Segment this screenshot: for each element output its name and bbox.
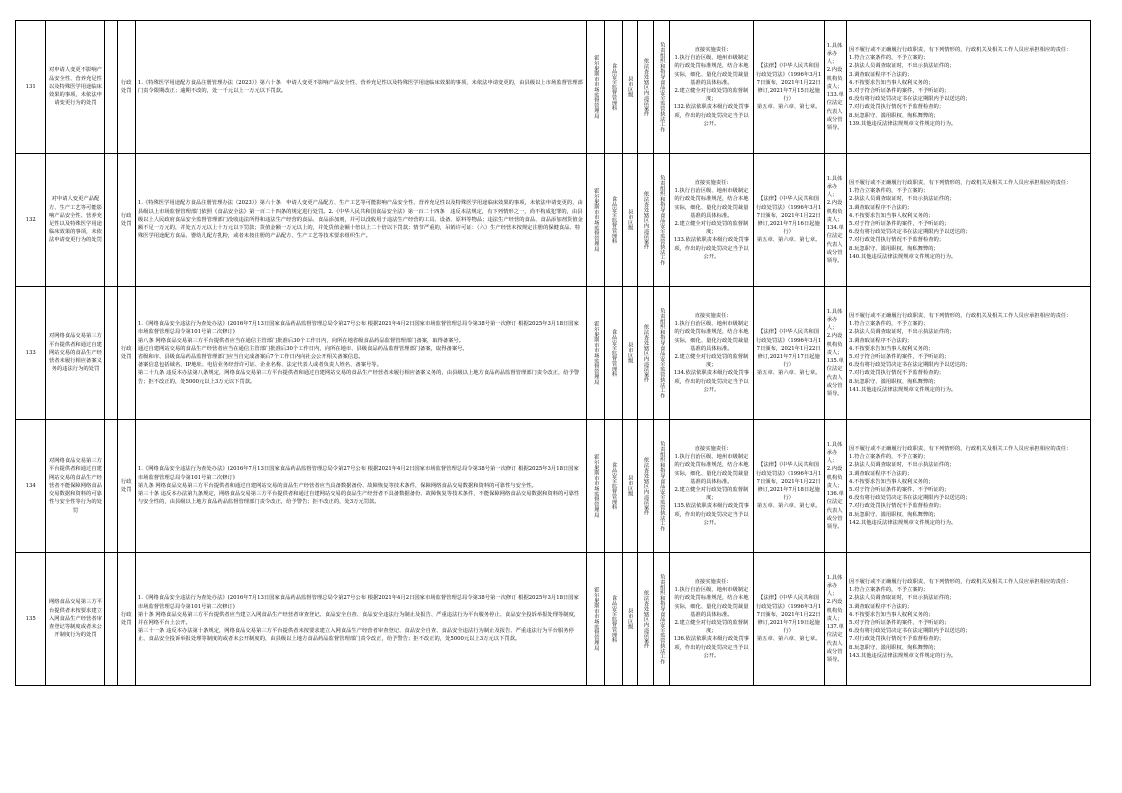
- jurisdiction-scope: 依法查处辖区内违法案件: [637, 287, 653, 420]
- legal-basis: 1.《特殊医学用途配方食品注册管理办法（2023）》第六十条 申请人变更产品配方、生产工艺等可能影响产品安全性、营养充足性以及特殊医学用途临床效果的事项，未依法申请变更的，由县级以上市场监督管理部门依照《食品安全法》第一百二十四条的规定进行处罚。2.《中华人民共和国食品安全法》第一百二十四条 违反本法规定，有下列情形之一，尚不构成犯罪的，由县级以上人民政府食品安全监督管理部门没收违法所得和违法生产经营的食品、食品添加剂，并可以没收用于违法生产经营的工具、设备、原料等物品；违法生产经营的食品、食品添加剂货值金额不足一万元的，并处五万元以上十万元以下罚款；货值金额一万元以上的，并处货值金额十倍以上二十倍以下罚款；情节严重的，吊销许可证：（六）生产经营未按规定注册的保健食品、特殊医学用途配方食品、婴幼儿配方乳粉，或者未按注册的产品配方、生产工艺等技术要求组织生产。: [135, 154, 586, 287]
- empty-cell: [105, 553, 117, 686]
- accountability-law: 【法律】《中华人民共和国行政处罚法》（1996年3月17日颁布，2021年1月22日修订,2021年7月16日起施行） 第五章、第六章、第七章。: [753, 154, 824, 287]
- implementing-subject: 霍尔果斯市市场监督管理局: [586, 287, 604, 420]
- duty-detail: 直接实施责任: 1.执行自治区级、地州市级制定的行政处罚标准规范，结合本地实际，细化、量化行政处罚裁量基准的具体标准。 2.建立健全对行政处罚的监督制度； 134.依法依职责本级行政处罚事项，作出的行政处罚决定当予以公开。: [670, 287, 753, 420]
- accountability-law: 【法律】《中华人民共和国行政处罚法》（1996年3月17日颁布，2021年1月22日修订,2021年7月19日起施行） 第五章、第六章、第七章。: [753, 553, 824, 686]
- accountability-law: 【法律】《中华人民共和国行政处罚法》（1996年3月17日颁布，2021年1月22日修订,2021年7月15日起施行） 第五章、第六章、第七章。: [753, 21, 824, 154]
- duty-summary: 负责组织和指导食品安全监管执法工作: [654, 287, 670, 420]
- power-type: 行政处罚: [117, 420, 135, 553]
- accountability-cases: 因不履行或不正确履行行政职责，有下列情形的，行政机关及相关工作人员应承担相应的责任： 1.符合立案条件的，不予立案的； 2.执法人员调查取证时，不出示执法证件的； 3.调查取证程序不合法的； 4.不按要求告知当事人权利义务的； 5.对于符合听证条件的案件，不予听证的； 6.没有将行政处罚决定书在法定期限内予以送达的； 7.对行政处罚执行情况不予监督检查的； 8.玩忽职守、滥用职权、徇私舞弊的； 141.其他违反法律法规规章文件规定的行为。: [847, 287, 1091, 420]
- power-list-table: [15, 20, 1091, 686]
- duty-detail: 直接实施责任: 1.执行自治区级、地州市级制定的行政处罚标准规范，结合本地实际，细化、量化行政处罚裁量基准的具体标准。 2.建立健全对行政处罚的监督制度； 135.依法依职责本级行政处罚事项，作出的行政处罚决定当予以公开。: [670, 420, 753, 553]
- responsible-persons: 1.具体承办人； 2.内设机构负责人； 134.单位法定代表人或分管领导。: [824, 154, 846, 287]
- table-row: [16, 420, 1091, 553]
- duty-summary: 负责组织和指导食品安全监管执法工作: [654, 420, 670, 553]
- row-number: 134: [16, 420, 46, 553]
- item-name: 对网络食品交易第三方平台提供者和通过自建网站交易的食品生产经营者未履行相应备案义务的违法行为的处罚: [46, 287, 105, 420]
- table-row: [16, 287, 1091, 420]
- responsible-department: 食品安全监督管理科: [605, 287, 622, 420]
- accountability-cases: 因不履行或不正确履行行政职责，有下列情形的，行政机关及相关工作人员应承担相应的责任： 1.符合立案条件的，不予立案的； 2.执法人员调查取证时，不出示执法证件的； 3.调查取证程序不合法的； 4.不按要求告知当事人权利义务的； 5.对于符合听证条件的案件，不予听证的； 6.没有将行政处罚决定书在法定期限内予以送达的； 7.对行政处罚执行情况不予监督检查的； 8.玩忽职守、滥用职权、徇私舞弊的； 143.其他违反法律法规规章文件规定的行为。: [847, 553, 1091, 686]
- jurisdiction-scope: 依法查处辖区内违法案件: [637, 553, 653, 686]
- power-type: 行政处罚: [117, 21, 135, 154]
- exercise-level: 县市区级: [622, 553, 637, 686]
- table-row: [16, 21, 1091, 154]
- duty-detail: 直接实施责任: 1.执行自治区级、地州市级制定的行政处罚标准规范，结合本地实际，细化、量化行政处罚裁量基准的具体标准。 2.建立健全对行政处罚的监督制度； 133.依法依职责本级行政处罚事项，作出的行政处罚决定当予以公开。: [670, 154, 753, 287]
- accountability-cases: 因不履行或不正确履行行政职责，有下列情形的，行政机关及相关工作人员应承担相应的责任： 1.符合立案条件的，不予立案的； 2.执法人员调查取证时，不出示执法证件的； 3.调查取证程序不合法的； 4.不按要求告知当事人权利义务的； 5.对于符合听证条件的案件，不予听证的； 6.没有将行政处罚决定书在法定期限内予以送达的； 7.对行政处罚执行情况不予监督检查的； 8.玩忽职守、滥用职权、徇私舞弊的； 139.其他违反法律法规规章文件规定的行为。: [847, 21, 1091, 154]
- implementing-subject: 霍尔果斯市市场监督管理局: [586, 154, 604, 287]
- row-number: 131: [16, 21, 46, 154]
- item-name: 对申请人变更产品配方、生产工艺等可能影响产品安全性、营养充足性以及特殊医学用途临床效果的事项，未依法申请变更行为的处罚: [46, 154, 105, 287]
- responsible-persons: 1.具体承办人； 2.内设机构负责人； 133.单位法定代表人或分管领导。: [824, 21, 846, 154]
- duty-summary: 负责组织和指导食品安全监管执法工作: [654, 21, 670, 154]
- duty-summary: 负责组织和指导食品安全监管执法工作: [654, 154, 670, 287]
- legal-basis: 1.《网络食品安全违法行为查处办法》(2016年7月13日国家食品药品监督管理总局令第27号公布 根据2021年4月2日国家市场监督管理总局令第38号第一次修订 根据2025年3月18日国家市场监督管理总局令第101号第二次修订) 第九条 网络食品交易第三方平台提供者和通过自建网站交易的食品生产经营者应当具备数据备份、故障恢复等技术条件，保障网络食品交易数据和资料的可靠性与安全性。 第三十条 违反本办法第九条规定，网络食品交易第三方平台提供者和通过自建网站交易的食品生产经营者不具备数据备份、故障恢复等技术条件，不能保障网络食品交易数据和资料的可靠性与安全性的，由县级以上地方食品药品监督管理部门责令改正，给予警告；拒不改正的，处3万元罚款。: [135, 420, 586, 553]
- responsible-persons: 1.具体承办人； 2.内设机构负责人； 136.单位法定代表人或分管领导。: [824, 420, 846, 553]
- empty-cell: [105, 21, 117, 154]
- jurisdiction-scope: 依法查处辖区内违法案件: [637, 154, 653, 287]
- responsible-persons: 1.具体承办人； 2.内设机构负责人； 137.单位法定代表人或分管领导。: [824, 553, 846, 686]
- empty-cell: [105, 154, 117, 287]
- responsible-department: 食品安全监督管理科: [605, 420, 622, 553]
- jurisdiction-scope: 依法查处辖区内违法案件: [637, 21, 653, 154]
- accountability-cases: 因不履行或不正确履行行政职责，有下列情形的，行政机关及相关工作人员应承担相应的责任： 1.符合立案条件的，不予立案的； 2.执法人员调查取证时，不出示执法证件的； 3.调查取证程序不合法的； 4.不按要求告知当事人权利义务的； 5.对于符合听证条件的案件，不予听证的； 6.没有将行政处罚决定书在法定期限内予以送达的； 7.对行政处罚执行情况不予监督检查的； 8.玩忽职守、滥用职权、徇私舞弊的； 140.其他违反法律法规规章文件规定的行为。: [847, 154, 1091, 287]
- exercise-level: 县市区级: [622, 154, 637, 287]
- implementing-subject: 霍尔果斯市市场监督管理局: [586, 420, 604, 553]
- item-name: 对网络食品交易第三方平台提供者和通过自建网站交易的食品生产经营者不能保障网络食品交易数据和资料的可靠性与安全性等行为的处罚: [46, 420, 105, 553]
- implementing-subject: 霍尔果斯市市场监督管理局: [586, 21, 604, 154]
- accountability-law: 【法律】《中华人民共和国行政处罚法》（1996年3月17日颁布，2021年1月22日修订,2021年7月17日起施行） 第五章、第六章、第七章。: [753, 287, 824, 420]
- exercise-level: 县市区级: [622, 21, 637, 154]
- jurisdiction-scope: 依法查处辖区内违法案件: [637, 420, 653, 553]
- table-row: [16, 553, 1091, 686]
- legal-basis: 1.《网络食品安全违法行为查处办法》(2016年7月13日国家食品药品监督管理总局令第27号公布 根据2021年4月2日国家市场监督管理总局令第38号第一次修订 根据2025年3月18日国家市场监督管理总局令第101号第二次修订) 第十条 网络食品交易第三方平台提供者应当建立入网食品生产经营者审查登记、食品安全自查、食品安全违法行为制止及报告、严重违法行为平台服务停止、食品安全投诉举报处理等制度，并在网络平台上公开。 第三十一条 违反本办法第十条规定，网络食品交易第三方平台提供者未按要求建立入网食品生产经营者审查登记、食品安全自查、食品安全违法行为制止及报告、严重违法行为平台服务停止、食品安全投诉举报处理等制度的或者未公开制度的，由县级以上地方食品药品监督管理部门责令改正，给予警告；拒不改正的，处5000元以上3万元以下罚款。: [135, 553, 586, 686]
- accountability-cases: 因不履行或不正确履行行政职责，有下列情形的，行政机关及相关工作人员应承担相应的责任： 1.符合立案条件的，不予立案的； 2.执法人员调查取证时，不出示执法证件的； 3.调查取证程序不合法的； 4.不按要求告知当事人权利义务的； 5.对于符合听证条件的案件，不予听证的； 6.没有将行政处罚决定书在法定期限内予以送达的； 7.对行政处罚执行情况不予监督检查的； 8.玩忽职守、滥用职权、徇私舞弊的； 142.其他违反法律法规规章文件规定的行为。: [847, 420, 1091, 553]
- table-body: [16, 21, 1091, 686]
- item-name: 网络食品交易第三方平台提供者未按要求建立入网食品生产经营者审查登记等制度或者未公开制度行为的处罚: [46, 553, 105, 686]
- power-type: 行政处罚: [117, 553, 135, 686]
- table-row: [16, 154, 1091, 287]
- exercise-level: 县市区级: [622, 287, 637, 420]
- row-number: 133: [16, 287, 46, 420]
- exercise-level: 县市区级: [622, 420, 637, 553]
- empty-cell: [105, 420, 117, 553]
- accountability-law: 【法律】《中华人民共和国行政处罚法》（1996年3月17日颁布，2021年1月22日修订,2021年7月18日起施行） 第五章、第六章、第七章。: [753, 420, 824, 553]
- legal-basis: 1.《特殊医学用途配方食品注册管理办法（2023）》第六十条 申请人变更不影响产品安全性、营养充足性以及特殊医学用途临床效果的事项，未依法申请变更的，由县级以上市场监督管理部门责令限期改正；逾期不改的，处一千元以上一万元以下罚款。: [135, 21, 586, 154]
- implementing-subject: 霍尔果斯市市场监督管理局: [586, 553, 604, 686]
- row-number: 135: [16, 553, 46, 686]
- duty-detail: 直接实施责任: 1.执行自治区级、地州市级制定的行政处罚标准规范，结合本地实际，细化、量化行政处罚裁量基准的具体标准。 2.建立健全对行政处罚的监督制度； 132.依法依职责本级行政处罚事项，作出的行政处罚决定当予以公开。: [670, 21, 753, 154]
- empty-cell: [105, 287, 117, 420]
- responsible-department: 食品安全监督管理科: [605, 553, 622, 686]
- responsible-persons: 1.具体承办人； 2.内设机构负责人； 135.单位法定代表人或分管领导。: [824, 287, 846, 420]
- power-type: 行政处罚: [117, 154, 135, 287]
- power-type: 行政处罚: [117, 287, 135, 420]
- duty-detail: 直接实施责任: 1.执行自治区级、地州市级制定的行政处罚标准规范，结合本地实际，细化、量化行政处罚裁量基准的具体标准。 2.建立健全对行政处罚的监督制度； 136.依法依职责本级行政处罚事项，作出的行政处罚决定当予以公开。: [670, 553, 753, 686]
- responsible-department: 食品安全监督管理科: [605, 21, 622, 154]
- duty-summary: 负责组织和指导食品安全监管执法工作: [654, 553, 670, 686]
- responsible-department: 食品安全监督管理科: [605, 154, 622, 287]
- legal-basis: 1.《网络食品安全违法行为查处办法》(2016年7月13日国家食品药品监督管理总局令第27号公布 根据2021年4月2日国家市场监督管理总局令第38号第一次修订 根据2025年3月18日国家市场监督管理总局令第101号第二次修订) 第八条 网络食品交易第三方平台提供者应当在通信主管部门批准后30个工作日内，向所在地省级食品药品监督管理部门备案，取得备案号。 通过自建网站交易的食品生产经营者应当在通信主管部门批准后30个工作日内，向所在地市、县级食品药品监督管理部门备案，取得备案号。 省级和市、县级食品药品监督管理部门应当自完成备案后7个工作日内向社会公开相关备案信息。 备案信息包括域名、IP地址、电信业务经营许可证、企业名称、法定代表人或者负责人姓名、备案号等。 第二十九条 违反本办法第八条规定，网络食品交易第三方平台提供者和通过自建网站交易的食品生产经营者未履行相应备案义务的，由县级以上地方食品药品监督管理部门责令改正，给予警告；拒不改正的，处5000元以上3万元以下罚款。: [135, 287, 586, 420]
- row-number: 132: [16, 154, 46, 287]
- item-name: 对申请人变更不影响产品安全性、营养充足性以及特殊医学用途临床效果的事项，未依法申请变更行为的处罚: [46, 21, 105, 154]
